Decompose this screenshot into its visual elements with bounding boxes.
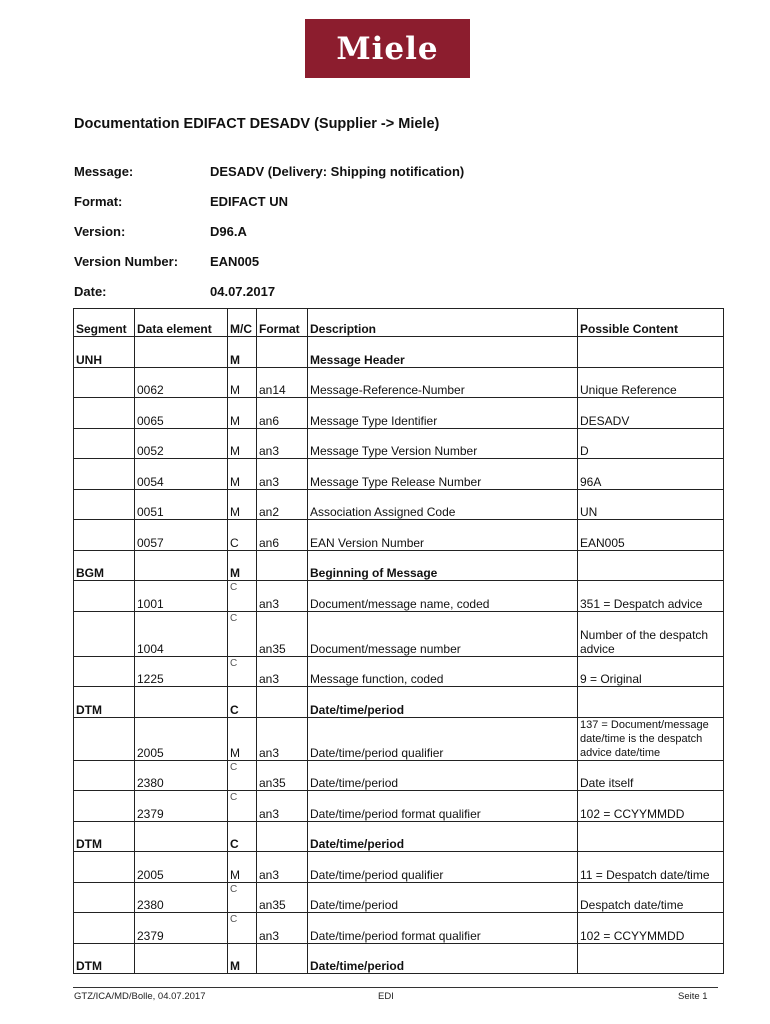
header-data-element: Data element (135, 309, 228, 337)
cell-format (257, 337, 308, 368)
cell-format: an3 (257, 717, 308, 760)
cell-mc: M (228, 550, 257, 581)
cell-data-element (135, 687, 228, 718)
cell-mc: C (228, 760, 257, 791)
cell-format: an35 (257, 882, 308, 913)
cell-possible-content: Number of the despatch advice (578, 611, 724, 656)
cell-data-element: 0065 (135, 398, 228, 429)
segment-row (74, 943, 724, 974)
cell-format: an3 (257, 852, 308, 883)
meta-label-date: Date: (74, 284, 107, 299)
cell-mc: M (228, 852, 257, 883)
cell-possible-content: Date itself (578, 760, 724, 791)
table-row (74, 367, 724, 398)
cell-format (257, 687, 308, 718)
segment-table (73, 308, 724, 974)
cell-segment (74, 717, 135, 760)
cell-possible-content (578, 337, 724, 368)
cell-data-element: 0062 (135, 367, 228, 398)
cell-possible-content: Unique Reference (578, 367, 724, 398)
table-row (74, 760, 724, 791)
cell-data-element (135, 821, 228, 852)
cell-possible-content: DESADV (578, 398, 724, 429)
cell-segment (74, 852, 135, 883)
cell-segment: BGM (74, 550, 135, 581)
table-row (74, 428, 724, 459)
cell-description: Date/time/period format qualifier (308, 791, 578, 822)
cell-description: Message Type Version Number (308, 428, 578, 459)
cell-data-element (135, 550, 228, 581)
footer-center: EDI (378, 991, 394, 1002)
cell-segment: DTM (74, 943, 135, 974)
cell-segment: DTM (74, 687, 135, 718)
table-row (74, 717, 724, 760)
cell-description: EAN Version Number (308, 520, 578, 551)
meta-label-version-number: Version Number: (74, 254, 179, 269)
cell-segment: UNH (74, 337, 135, 368)
cell-data-element (135, 337, 228, 368)
cell-mc: M (228, 398, 257, 429)
cell-mc: M (228, 717, 257, 760)
cell-possible-content: UN (578, 489, 724, 520)
cell-possible-content: 11 = Despatch date/time (578, 852, 724, 883)
cell-segment (74, 398, 135, 429)
cell-format: an6 (257, 398, 308, 429)
cell-possible-content: Despatch date/time (578, 882, 724, 913)
cell-description: Message Type Release Number (308, 459, 578, 490)
cell-possible-content: 351 = Despatch advice (578, 581, 724, 612)
meta-label-message: Message: (74, 164, 134, 179)
cell-description: Message function, coded (308, 656, 578, 687)
cell-mc: C (228, 821, 257, 852)
cell-format: an3 (257, 428, 308, 459)
segment-row (74, 687, 724, 718)
cell-mc: M (228, 337, 257, 368)
header-format: Format (257, 309, 308, 337)
cell-format: an6 (257, 520, 308, 551)
cell-segment (74, 760, 135, 791)
cell-data-element: 0051 (135, 489, 228, 520)
cell-description: Date/time/period (308, 821, 578, 852)
logo-text: Miele (336, 30, 439, 67)
cell-segment (74, 913, 135, 944)
cell-format: an3 (257, 581, 308, 612)
cell-data-element: 1225 (135, 656, 228, 687)
footer-divider (73, 987, 718, 988)
cell-segment (74, 882, 135, 913)
cell-mc: C (228, 581, 257, 612)
table-row (74, 913, 724, 944)
cell-segment (74, 459, 135, 490)
cell-format (257, 821, 308, 852)
cell-segment (74, 367, 135, 398)
cell-possible-content (578, 687, 724, 718)
cell-possible-content: 137 = Document/message date/time is the despatch advice date/time (578, 717, 724, 760)
header-mc: M/C (228, 309, 257, 337)
cell-data-element: 2380 (135, 760, 228, 791)
footer-author: GTZ/ICA/MD/Bolle, 04.07.2017 (74, 991, 206, 1002)
cell-format: an3 (257, 791, 308, 822)
meta-value-message: DESADV (Delivery: Shipping notification) (210, 164, 465, 179)
cell-data-element: 2379 (135, 913, 228, 944)
cell-mc: C (228, 520, 257, 551)
header-possible-content: Possible Content (578, 309, 724, 337)
table-header-row (74, 309, 724, 337)
meta-value-version: D96.A (210, 224, 247, 239)
footer-page: Seite 1 (678, 991, 708, 1002)
table-row (74, 611, 724, 656)
cell-possible-content: 102 = CCYYMMDD (578, 791, 724, 822)
cell-description: Date/time/period qualifier (308, 852, 578, 883)
cell-segment (74, 656, 135, 687)
meta-value-date: 04.07.2017 (210, 284, 276, 299)
cell-possible-content (578, 821, 724, 852)
cell-mc: M (228, 489, 257, 520)
table-row (74, 459, 724, 490)
table-row (74, 656, 724, 687)
cell-format: an14 (257, 367, 308, 398)
cell-mc: C (228, 656, 257, 687)
cell-description: Message Type Identifier (308, 398, 578, 429)
header-description: Description (308, 309, 578, 337)
segment-row (74, 821, 724, 852)
cell-data-element: 1004 (135, 611, 228, 656)
cell-description: Date/time/period (308, 943, 578, 974)
cell-mc: M (228, 428, 257, 459)
cell-possible-content (578, 550, 724, 581)
meta-value-version-number: EAN005 (210, 254, 260, 269)
table-row (74, 581, 724, 612)
miele-logo (305, 19, 470, 78)
cell-segment (74, 520, 135, 551)
cell-description: Beginning of Message (308, 550, 578, 581)
table-row (74, 520, 724, 551)
table-row (74, 852, 724, 883)
meta-value-format: EDIFACT UN (210, 194, 288, 209)
cell-possible-content: 9 = Original (578, 656, 724, 687)
cell-description: Date/time/period qualifier (308, 717, 578, 760)
cell-data-element: 0052 (135, 428, 228, 459)
cell-possible-content: 102 = CCYYMMDD (578, 913, 724, 944)
cell-segment (74, 489, 135, 520)
cell-format: an3 (257, 656, 308, 687)
cell-description: Document/message name, coded (308, 581, 578, 612)
cell-description: Association Assigned Code (308, 489, 578, 520)
meta-label-version: Version: (74, 224, 126, 239)
cell-data-element: 1001 (135, 581, 228, 612)
cell-data-element (135, 943, 228, 974)
cell-description: Document/message number (308, 611, 578, 656)
table-row (74, 398, 724, 429)
cell-data-element: 2005 (135, 717, 228, 760)
table-row (74, 489, 724, 520)
cell-mc: C (228, 687, 257, 718)
cell-mc: C (228, 611, 257, 656)
cell-mc: M (228, 367, 257, 398)
cell-data-element: 2380 (135, 882, 228, 913)
segment-row (74, 550, 724, 581)
segment-row (74, 337, 724, 368)
cell-possible-content: 96A (578, 459, 724, 490)
cell-format: an3 (257, 913, 308, 944)
cell-format: an3 (257, 459, 308, 490)
cell-segment (74, 581, 135, 612)
cell-data-element: 2379 (135, 791, 228, 822)
cell-segment (74, 791, 135, 822)
cell-description: Date/time/period (308, 687, 578, 718)
cell-segment: DTM (74, 821, 135, 852)
cell-description: Date/time/period format qualifier (308, 913, 578, 944)
cell-format: an35 (257, 760, 308, 791)
table-row (74, 791, 724, 822)
page-title: Documentation EDIFACT DESADV (Supplier -> Miele) (74, 116, 440, 132)
cell-format (257, 943, 308, 974)
cell-data-element: 0057 (135, 520, 228, 551)
cell-possible-content (578, 943, 724, 974)
cell-mc: M (228, 943, 257, 974)
header-segment: Segment (74, 309, 135, 337)
cell-format (257, 550, 308, 581)
meta-label-format: Format: (74, 194, 123, 209)
cell-possible-content: D (578, 428, 724, 459)
table-row (74, 882, 724, 913)
cell-description: Message Header (308, 337, 578, 368)
cell-format: an2 (257, 489, 308, 520)
cell-segment (74, 428, 135, 459)
cell-description: Date/time/period (308, 882, 578, 913)
cell-mc: C (228, 882, 257, 913)
cell-mc: M (228, 459, 257, 490)
cell-format: an35 (257, 611, 308, 656)
cell-mc: C (228, 791, 257, 822)
cell-description: Message-Reference-Number (308, 367, 578, 398)
cell-possible-content: EAN005 (578, 520, 724, 551)
cell-description: Date/time/period (308, 760, 578, 791)
cell-segment (74, 611, 135, 656)
cell-mc: C (228, 913, 257, 944)
cell-data-element: 0054 (135, 459, 228, 490)
cell-data-element: 2005 (135, 852, 228, 883)
